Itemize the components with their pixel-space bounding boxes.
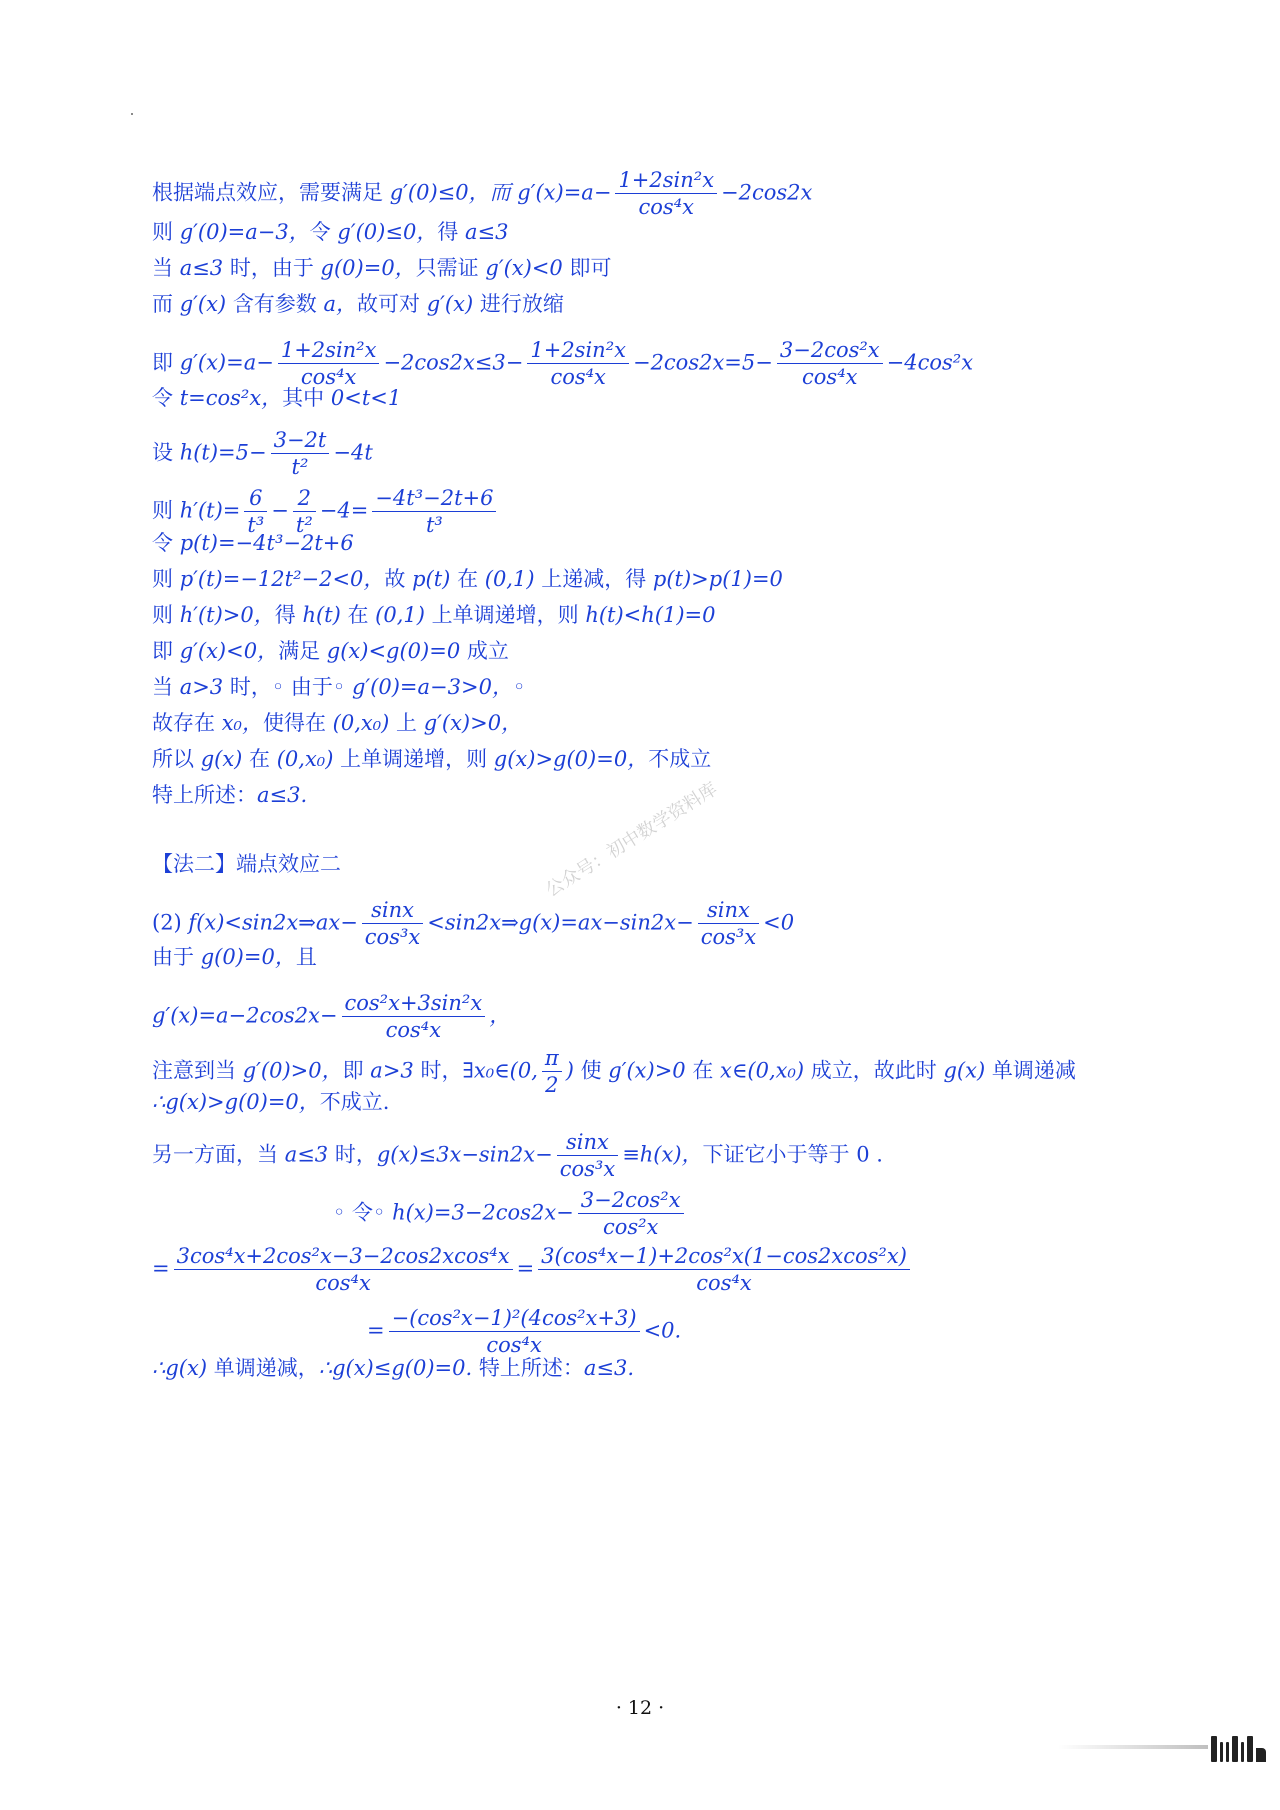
watermark-text: 公众号：初中数学资料库 bbox=[542, 778, 722, 902]
math-segment: (0,x₀) bbox=[332, 711, 396, 735]
math-segment: h(x)=3−2cos2x− bbox=[392, 1200, 574, 1225]
line-not-hold bbox=[152, 749, 711, 771]
line-other-hand bbox=[152, 1130, 883, 1181]
math-segment: <0. bbox=[643, 1318, 682, 1343]
math-segment: −2cos2x=5− bbox=[632, 350, 773, 375]
line-g-prime-zero bbox=[152, 222, 509, 244]
math-segment: g′(x)>0， bbox=[423, 711, 523, 735]
line-simplify-2 bbox=[367, 1306, 682, 1357]
math-segment: ∴g(x) bbox=[152, 1356, 214, 1380]
math-segment: −4cos²x bbox=[886, 350, 974, 375]
text-segment: 故存在 bbox=[152, 711, 222, 735]
line-summary-1 bbox=[152, 785, 307, 807]
fraction-denominator: 2 bbox=[545, 1073, 559, 1097]
math-segment: = bbox=[367, 1318, 385, 1343]
fraction-numerator: 1+2sin²x bbox=[527, 340, 629, 364]
line-inequality-chain bbox=[152, 338, 974, 389]
text-segment: 当 bbox=[152, 675, 180, 699]
fraction-denominator: cos⁴x bbox=[385, 1018, 442, 1042]
math-segment: h′(t)>0， bbox=[179, 603, 275, 627]
text-segment: 【法二】端点效应二 bbox=[152, 852, 341, 876]
math-segment: g(x)>g(0)=0， bbox=[493, 747, 649, 771]
math-segment: a≤3. bbox=[257, 783, 308, 807]
line-part-2-setup bbox=[152, 898, 795, 949]
math-segment: f(x)<sin2x⇒ax− bbox=[188, 910, 358, 935]
math-segment: g(x) bbox=[943, 1058, 992, 1083]
text-segment: 上递减，得 bbox=[541, 567, 653, 591]
corner-logo-icon bbox=[1058, 1732, 1266, 1762]
text-segment: 令 bbox=[152, 386, 180, 410]
math-segment: g′(0)=a−3， bbox=[179, 220, 310, 244]
text-segment: 设 bbox=[152, 440, 180, 465]
text-segment: 即 bbox=[152, 639, 180, 663]
fraction-denominator: cos⁴x bbox=[300, 365, 357, 389]
fraction bbox=[372, 488, 496, 536]
fraction-denominator: t² bbox=[295, 513, 313, 537]
text-segment: 满足 bbox=[278, 639, 327, 663]
text-segment: 进行放缩 bbox=[479, 292, 564, 316]
text-segment: 根据端点效应，需要满足 bbox=[152, 180, 390, 205]
line-define-hx bbox=[333, 1188, 688, 1239]
line-substitution-t bbox=[152, 388, 401, 410]
page-number: · 12 · bbox=[615, 1697, 665, 1719]
math-segment: x₀， bbox=[221, 711, 263, 735]
text-segment: 使得在 bbox=[262, 711, 333, 735]
fraction-numerator: 1+2sin²x bbox=[278, 340, 380, 364]
fraction-denominator: cos³x bbox=[364, 925, 421, 949]
line-case-a-le-3 bbox=[152, 258, 611, 280]
fraction-numerator: 3cos⁴x+2cos²x−3−2cos2xcos⁴x bbox=[174, 1246, 513, 1270]
text-segment: 另一方面，当 bbox=[152, 1142, 285, 1167]
text-segment: 单调递减， bbox=[213, 1356, 319, 1380]
math-segment: t=cos²x， bbox=[179, 386, 283, 410]
text-segment: 时， bbox=[334, 1142, 377, 1167]
math-segment: g(x)<g(0)=0 bbox=[326, 639, 467, 663]
line-parameter-scaling bbox=[152, 294, 564, 316]
math-segment: p(t)>p(1)=0 bbox=[652, 567, 783, 591]
text-segment: 不成立 bbox=[648, 747, 712, 771]
text-segment: 下证它小于等于 0 . bbox=[702, 1142, 883, 1167]
text-segment: 注意到当 bbox=[152, 1058, 243, 1083]
text-segment: 成立，故此时 bbox=[810, 1058, 944, 1083]
fraction bbox=[342, 993, 486, 1041]
fraction-numerator: −4t³−2t+6 bbox=[372, 488, 496, 512]
math-segment: g(0)=0， bbox=[320, 256, 416, 280]
text-segment: 时， bbox=[420, 1058, 463, 1083]
fraction-denominator: cos⁴x bbox=[486, 1333, 542, 1357]
fraction bbox=[698, 900, 759, 948]
fraction-denominator: t³ bbox=[425, 513, 443, 537]
math-segment: (0,x₀) bbox=[276, 747, 341, 771]
text-segment: 上单调递增，则 bbox=[340, 747, 494, 771]
math-segment: g′(x)<0， bbox=[179, 639, 279, 663]
text-segment: 其中 bbox=[282, 386, 331, 410]
math-segment: a≤3 bbox=[179, 256, 230, 280]
fraction bbox=[362, 900, 423, 948]
math-segment: g′(x)=a− bbox=[179, 350, 274, 375]
math-segment: p(t) bbox=[412, 567, 458, 591]
text-segment: 故 bbox=[384, 567, 413, 591]
line-conclusion-holds bbox=[152, 641, 509, 663]
math-segment: a≤3. bbox=[583, 1356, 634, 1380]
text-segment: 上 bbox=[396, 711, 424, 735]
math-segment: h(t)=5− bbox=[179, 440, 267, 465]
math-segment: = bbox=[152, 1256, 170, 1281]
math-segment: h(t) bbox=[302, 603, 348, 627]
math-segment: p′(t)=−12t²−2<0， bbox=[179, 567, 385, 591]
fraction bbox=[271, 430, 330, 478]
fraction-numerator: −(cos²x−1)²(4cos²x+3) bbox=[389, 1308, 640, 1332]
text-segment: 即可 bbox=[569, 256, 612, 280]
fraction-numerator: 3−2cos²x bbox=[777, 340, 883, 364]
math-segment: ， bbox=[489, 1003, 511, 1028]
fraction-numerator: 3−2t bbox=[271, 430, 330, 454]
fraction bbox=[278, 340, 380, 388]
text-segment: 得 bbox=[274, 603, 303, 627]
math-segment: −4= bbox=[319, 498, 369, 523]
math-segment: ≡h(x)， bbox=[622, 1142, 703, 1167]
math-segment: g′(x) bbox=[179, 292, 233, 316]
math-segment: <0 bbox=[763, 910, 795, 935]
fraction-denominator: cos³x bbox=[559, 1157, 616, 1181]
line-endpoint-condition bbox=[152, 168, 813, 219]
line-exists-x0 bbox=[152, 713, 522, 735]
math-segment: 0<t<1 bbox=[330, 386, 402, 410]
math-segment: − bbox=[271, 498, 289, 523]
text-segment: 即 bbox=[342, 1058, 371, 1083]
section-heading-method-2 bbox=[152, 854, 341, 876]
fraction-numerator: sinx bbox=[698, 900, 759, 924]
fraction bbox=[557, 1132, 618, 1180]
text-segment: 则 bbox=[152, 220, 180, 244]
fraction bbox=[542, 1048, 562, 1096]
math-segment: g(x)≤3x−sin2x− bbox=[376, 1142, 553, 1167]
math-segment: (0,1) bbox=[375, 603, 432, 627]
fraction-numerator: 6 bbox=[244, 488, 267, 512]
fraction-numerator: 3(cos⁴x−1)+2cos²x(1−cos2xcos²x) bbox=[538, 1246, 910, 1270]
math-segment: g(0)=0， bbox=[200, 945, 296, 969]
line-h-increasing bbox=[152, 605, 716, 627]
text-segment: 得 bbox=[437, 220, 466, 244]
math-segment: ∴g(x)>g(0)=0， bbox=[152, 1090, 320, 1114]
math-segment: p(t)=−4t³−2t+6 bbox=[179, 531, 354, 555]
text-segment: 上单调递增，则 bbox=[431, 603, 586, 627]
fraction bbox=[777, 340, 883, 388]
line-simplify-1 bbox=[152, 1244, 914, 1295]
fraction-numerator: sinx bbox=[557, 1132, 618, 1156]
line-g0-zero bbox=[152, 947, 317, 969]
math-segment: a， bbox=[323, 292, 358, 316]
math-segment: a≤3 bbox=[284, 1142, 335, 1167]
math-segment: ∴g(x)≤g(0)=0. bbox=[318, 1356, 479, 1380]
math-segment: g′(x)>0 bbox=[608, 1058, 693, 1083]
line-therefore-not-hold bbox=[152, 1092, 389, 1114]
math-segment: (0,1) bbox=[484, 567, 542, 591]
text-segment: 成立 bbox=[466, 639, 509, 663]
fraction-numerator: 3−2cos²x bbox=[578, 1190, 684, 1214]
text-segment: (2) bbox=[152, 910, 189, 935]
line-p-decreasing bbox=[152, 569, 783, 591]
fraction-denominator: cos⁴x bbox=[638, 195, 694, 219]
fraction-denominator: t³ bbox=[247, 513, 265, 537]
fraction bbox=[578, 1190, 684, 1238]
text-segment: 特上所述： bbox=[152, 783, 257, 807]
line-define-h bbox=[152, 428, 373, 479]
text-segment: 时，由于 bbox=[229, 256, 321, 280]
text-segment: 所以 bbox=[152, 747, 201, 771]
math-segment: a≤3 bbox=[465, 220, 509, 244]
text-segment: ◦ 令◦ bbox=[333, 1200, 393, 1225]
fraction-denominator: cos⁴x bbox=[315, 1271, 371, 1295]
text-segment: 故可对 bbox=[357, 292, 427, 316]
math-segment: a>3 bbox=[179, 675, 230, 699]
text-segment: 特上所述： bbox=[478, 1356, 584, 1380]
line-final-summary bbox=[152, 1358, 634, 1380]
text-segment: 则 bbox=[152, 603, 180, 627]
math-segment: a>3 bbox=[370, 1058, 421, 1083]
line-case-a-gt-3 bbox=[152, 677, 525, 699]
fraction-denominator: cos⁴x bbox=[696, 1271, 752, 1295]
math-segment: −2cos2x≤3− bbox=[383, 350, 524, 375]
math-segment: <sin2x⇒g(x)=ax−sin2x− bbox=[427, 910, 694, 935]
fraction-numerator: 1+2sin²x bbox=[615, 170, 717, 194]
text-segment: 时，◦ 由于◦ bbox=[229, 675, 352, 699]
math-segment: ∃x₀∈(0, bbox=[462, 1058, 538, 1083]
fraction-numerator: π bbox=[542, 1048, 562, 1072]
text-segment: 则 bbox=[152, 567, 180, 591]
math-segment: g′(x)<0 bbox=[485, 256, 570, 280]
math-segment: g′(0)=a−3>0，◦ bbox=[351, 675, 526, 699]
math-segment: −2cos2x bbox=[721, 180, 813, 205]
scan-dot bbox=[131, 113, 133, 115]
fraction bbox=[389, 1308, 640, 1356]
text-segment: 令 bbox=[309, 220, 338, 244]
fraction-numerator: 2 bbox=[293, 488, 316, 512]
text-segment: 而 bbox=[152, 292, 180, 316]
math-segment: x∈(0,x₀) bbox=[720, 1058, 811, 1083]
fraction-denominator: cos⁴x bbox=[550, 365, 606, 389]
fraction bbox=[293, 488, 316, 536]
text-segment: 在 bbox=[249, 747, 277, 771]
math-segment: g′(0)>0， bbox=[242, 1058, 343, 1083]
math-segment: g′(0)≤0， bbox=[337, 220, 438, 244]
text-segment: 则 bbox=[152, 498, 180, 523]
fraction-denominator: cos³x bbox=[700, 925, 757, 949]
fraction-denominator: cos²x bbox=[602, 1215, 659, 1239]
math-segment: h(t)<h(1)=0 bbox=[585, 603, 716, 627]
text-segment: 含有参数 bbox=[232, 292, 324, 316]
text-segment: 令 bbox=[152, 531, 180, 555]
text-segment: 在 bbox=[347, 603, 376, 627]
text-segment: 当 bbox=[152, 256, 180, 280]
fraction-numerator: sinx bbox=[362, 900, 423, 924]
math-segment: g′(0)≤0，而 g′(x)=a− bbox=[389, 180, 612, 205]
line-note-g-prime-positive bbox=[152, 1046, 1076, 1097]
text-segment: 在 bbox=[692, 1058, 721, 1083]
text-segment: 单调递减 bbox=[991, 1058, 1076, 1083]
text-segment: 即 bbox=[152, 350, 180, 375]
fraction bbox=[244, 488, 267, 536]
line-h-derivative bbox=[152, 486, 500, 537]
fraction-numerator: cos²x+3sin²x bbox=[342, 993, 486, 1017]
fraction-denominator: t² bbox=[291, 455, 309, 479]
math-segment: g′(x)=a−2cos2x− bbox=[152, 1003, 338, 1028]
math-segment: −4t bbox=[333, 440, 373, 465]
math-segment: g(x) bbox=[200, 747, 250, 771]
fraction-denominator: cos⁴x bbox=[802, 365, 858, 389]
line-define-p bbox=[152, 533, 354, 555]
fraction bbox=[615, 170, 717, 218]
math-segment: ) bbox=[565, 1058, 581, 1083]
math-segment: = bbox=[516, 1256, 535, 1281]
fraction bbox=[174, 1246, 513, 1294]
math-segment: h′(t)= bbox=[179, 498, 241, 523]
line-g-prime-formula bbox=[152, 991, 511, 1042]
text-segment: 在 bbox=[457, 567, 485, 591]
text-segment: 且 bbox=[295, 945, 317, 969]
math-segment: g′(x) bbox=[426, 292, 480, 316]
fraction bbox=[527, 340, 629, 388]
text-segment: 由于 bbox=[152, 945, 201, 969]
fraction bbox=[538, 1246, 910, 1294]
text-segment: 使 bbox=[580, 1058, 609, 1083]
text-segment: 不成立. bbox=[319, 1090, 390, 1114]
text-segment: 只需证 bbox=[415, 256, 486, 280]
